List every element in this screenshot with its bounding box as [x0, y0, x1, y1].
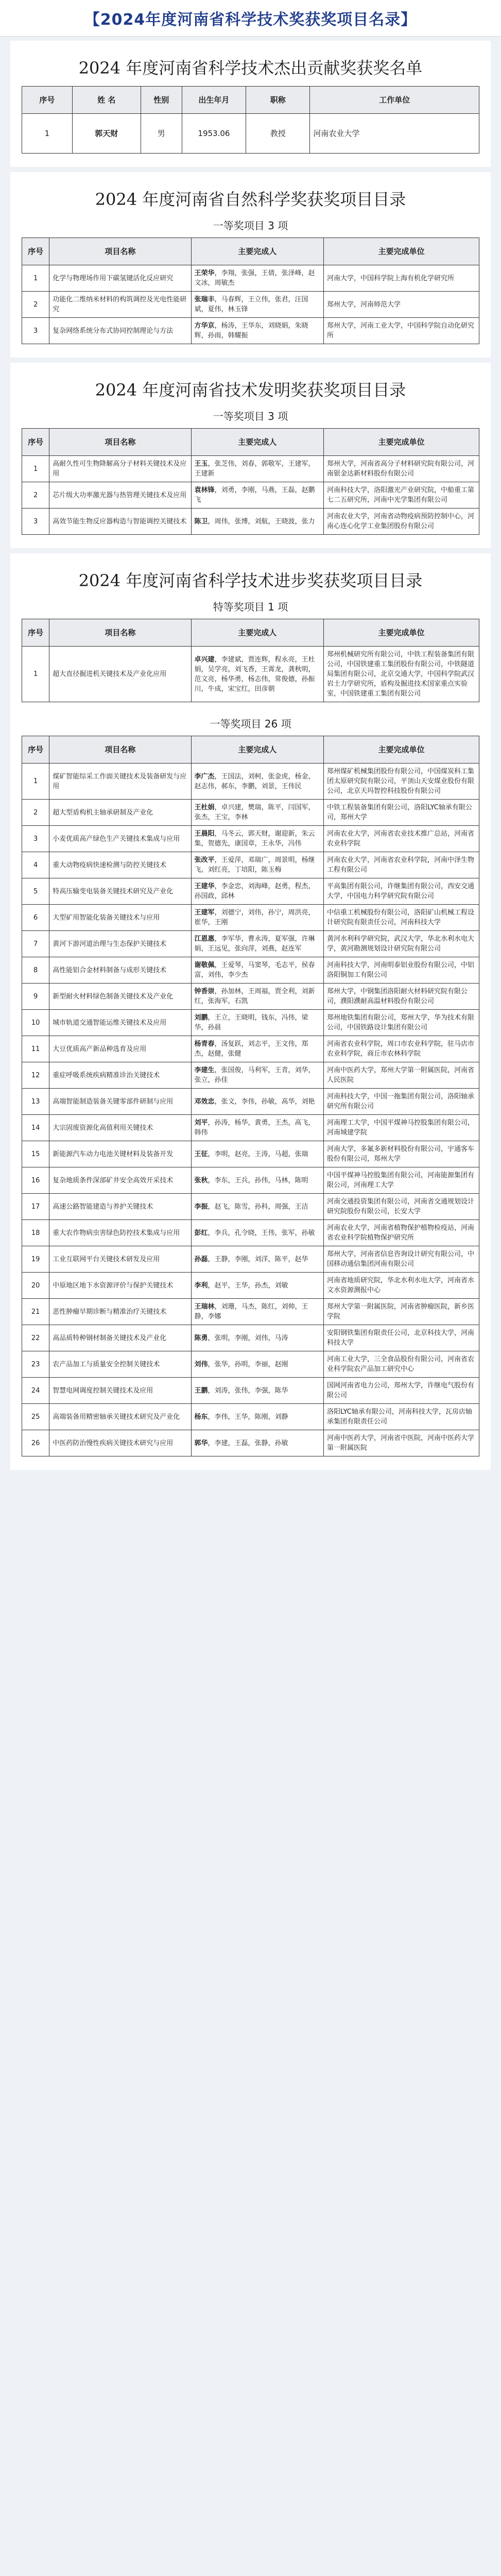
other-people: ，张华，孙明，李丽，赵刚: [208, 1360, 288, 1368]
cell-units: 河南大学，多氟多新材料股份有限公司，宇通客车股份有限公司，郑州大学: [324, 1141, 479, 1167]
lead-person: 孙磊: [194, 1255, 208, 1263]
cell-no: 11: [22, 1036, 49, 1062]
lead-person: 方华京: [194, 322, 215, 330]
header-units: 主要完成单位: [324, 429, 479, 456]
cell-units: 河南中医药大学，郑州大学第一附属医院，河南省人民医院: [324, 1062, 479, 1089]
outstanding-table: [22, 86, 479, 154]
table-row: [22, 1299, 479, 1325]
header-people: 主要完成人: [191, 736, 324, 764]
cell-project-name: 高耐久性可生物降解高分子材料关键技术及应用: [49, 456, 191, 482]
header-unit: 工作单位: [310, 87, 479, 114]
other-people: ，刘勇，李刚，马燕，王磊，赵鹏飞: [194, 486, 315, 504]
cell-no: 23: [22, 1351, 49, 1378]
cell-no: 5: [22, 878, 49, 905]
lead-person: 王晨阳: [194, 830, 215, 838]
table-row: [22, 1141, 479, 1167]
lead-person: 陈卫: [194, 517, 208, 526]
other-people: ，李兵，孔令晓，王伟，张军，孙敏: [208, 1229, 315, 1237]
lead-person: 江恩惠: [194, 935, 215, 943]
cell-project-name: 重大动物疫病快速检测与防控关键技术: [49, 852, 191, 878]
header-name: 姓 名: [72, 87, 141, 114]
cell-no: 16: [22, 1167, 49, 1194]
header-units: 主要完成单位: [324, 238, 479, 265]
cell-people: [191, 1167, 324, 1194]
lead-person: 刘平: [194, 1119, 208, 1127]
cell-people: [191, 456, 324, 482]
header-no: 序号: [22, 238, 49, 265]
cell-people: [191, 1115, 324, 1141]
cell-people: [191, 1036, 324, 1062]
other-people: ，刘德宁，刘伟，孙宁，周洪亮，崔华，王刚: [194, 909, 315, 926]
lead-person: 张改平: [194, 856, 215, 864]
table-row: [22, 852, 479, 878]
cell-no: 2: [22, 292, 49, 318]
lead-person: 王鹏: [194, 1386, 208, 1395]
table-row: [22, 292, 479, 318]
cell-people: [191, 931, 324, 957]
cell-no: 1: [22, 764, 49, 800]
other-people: ，李伟，王华，陈刚，刘静: [208, 1413, 288, 1421]
cell-project-name: 中医药防治慢性疾病关键技术研究与应用: [49, 1430, 191, 1456]
cell-no: 21: [22, 1299, 49, 1325]
cell-units: 中信重工机械股份有限公司，洛阳矿山机械工程设计研究院有限责任公司，河南科技大学: [324, 905, 479, 931]
cell-no: 2: [22, 800, 49, 826]
cell-no: 8: [22, 957, 49, 984]
natural-title: 2024 年度河南省自然科学奖获奖项目目录: [95, 190, 406, 209]
cell-no: 1: [22, 114, 73, 154]
table-row: [22, 1378, 479, 1404]
cell-units: 河南大学，中国科学院上海有机化学研究所: [324, 265, 479, 292]
cell-people: [191, 265, 324, 292]
cell-project-name: 高速公路智能建造与养护关键技术: [49, 1194, 191, 1220]
other-people: ，王爱萍，邓瑞广，周景明，杨继飞，刘红亮，丁培阳，陈玉梅: [194, 856, 315, 874]
progress-first-table-body: [22, 764, 479, 1456]
table-row: [22, 1220, 479, 1246]
header-no: 序号: [22, 619, 49, 647]
cell-people: [191, 1062, 324, 1089]
header-units: 主要完成单位: [324, 736, 479, 764]
cell-no: 22: [22, 1325, 49, 1351]
cell-no: 4: [22, 852, 49, 878]
cell-project-name: 大豆优质高产新品种选育及应用: [49, 1036, 191, 1062]
natural-section: [10, 172, 491, 358]
cell-units: 河南交通投资集团有限公司，河南省交通规划设计研究院股份有限公司，长安大学: [324, 1194, 479, 1220]
other-people: ，赵平，王华，孙杰，刘敏: [208, 1281, 288, 1290]
lead-person: 陈勇: [194, 1334, 208, 1342]
other-people: ，王静，李刚，刘洋，陈平，赵华: [208, 1255, 308, 1263]
other-people: ，马冬云，郭天财，谢迎新，朱云集，贺德先，康国章，王永华，冯伟: [194, 830, 315, 848]
cell-project-name: 新型耐火材料绿色制备关键技术及产业化: [49, 984, 191, 1010]
cell-units: 河南工业大学，三全食品股份有限公司，河南省农业科学院农产品加工研究中心: [324, 1351, 479, 1378]
table-row: [22, 1167, 479, 1194]
cell-units: 国网河南省电力公司，郑州大学，许继电气股份有限公司: [324, 1378, 479, 1404]
cell-birth: 1953.06: [182, 114, 246, 154]
table-row: [22, 1273, 479, 1299]
lead-person: 刘伟: [194, 1360, 208, 1368]
cell-project-name: 恶性肿瘤早期诊断与精准治疗关键技术: [49, 1299, 191, 1325]
cell-project-name: 高端装备用精密轴承关键技术研究及产业化: [49, 1404, 191, 1430]
table-row: [22, 482, 479, 509]
cell-people: [191, 1430, 324, 1456]
header-people: 主要完成人: [191, 238, 324, 265]
cell-people: [191, 878, 324, 905]
cell-project-name: 特高压输变电装备关键技术研究及产业化: [49, 878, 191, 905]
cell-project-name: 化学与物理场作用下碳氢键活化反应研究: [49, 265, 191, 292]
cell-people: [191, 509, 324, 535]
cell-units: 安阳钢铁集团有限责任公司，北京科技大学，河南科技大学: [324, 1325, 479, 1351]
invention-grade: 一等奖项目 3 项: [213, 410, 288, 422]
header-project: 项目名称: [49, 238, 191, 265]
other-people: ，刘涛，张伟，李强，陈华: [208, 1386, 288, 1395]
cell-no: 13: [22, 1089, 49, 1115]
cell-project-name: 智慧电网调度控制关键技术及应用: [49, 1378, 191, 1404]
cell-units: 河南省地质研究院，华北水利水电大学，河南省水文水资源测报中心: [324, 1273, 479, 1299]
cell-no: 15: [22, 1141, 49, 1167]
other-people: ，李东，王兵，孙伟，马林，陈明: [208, 1176, 308, 1184]
table-row: [22, 826, 479, 852]
table-row: [22, 957, 479, 984]
invention-header-row: [22, 429, 479, 456]
cell-project-name: 重大农作物病虫害绿色防控技术集成与应用: [49, 1220, 191, 1246]
lead-person: 彭红: [194, 1229, 208, 1237]
cell-project-name: 高品质特种钢材制备关键技术及产业化: [49, 1325, 191, 1351]
header-project: 项目名称: [49, 736, 191, 764]
lead-person: 郭华: [194, 1439, 208, 1447]
cell-people: [191, 647, 324, 702]
header-people: 主要完成人: [191, 429, 324, 456]
lead-person: 王荣华: [194, 269, 215, 277]
cell-people: [191, 764, 324, 800]
table-row: [22, 1062, 479, 1089]
other-people: ，刘珊，马杰，陈红，刘帅，王静，李娜: [194, 1303, 308, 1320]
other-people: ，卓兴建，樊瑞，陈平，闫国军，张杰，王宝，李林: [194, 804, 315, 821]
cell-units: 河南农业大学，河南省动物疫病预防控制中心，河南心连心化学工业集团股份有限公司: [324, 509, 479, 535]
cell-no: 1: [22, 456, 49, 482]
invention-title: 2024 年度河南省技术发明奖获奖项目目录: [95, 380, 406, 400]
other-people: ，王爱琴，马窦琴，毛志平，侯春富，刘伟，李少杰: [194, 961, 315, 979]
cell-units: 河南科技大学，河南明泰铝业股份有限公司，中铝洛阳铜加工有限公司: [324, 957, 479, 984]
header-title: 职称: [246, 87, 310, 114]
cell-people: [191, 957, 324, 984]
header-no: 序号: [22, 429, 49, 456]
lead-person: 王建军: [194, 909, 215, 917]
other-people: ，李建斌，贾连辉，程永亮，王杜娟，吴学亮，刘飞香，王霄龙，龚秋明，范文亮，杨华勇，杨志伟，常俊德，孙振川，牛成，宋宝红，田彦朝: [194, 655, 315, 693]
page-banner: [0, 0, 501, 37]
table-row: [22, 1351, 479, 1378]
lead-person: 王玉: [194, 460, 208, 468]
cell-units: 平高集团有限公司，许继集团有限公司，西安交通大学，中国电力科学研究院有限公司: [324, 878, 479, 905]
cell-units: 河南理工大学，中国平煤神马控股集团有限公司，河南城建学院: [324, 1115, 479, 1141]
table-row: [22, 265, 479, 292]
cell-people: [191, 800, 324, 826]
cell-title: 教授: [246, 114, 310, 154]
cell-units: 河南农业大学，河南省农业技术推广总站，河南省农业科学院: [324, 826, 479, 852]
other-people: ，赵飞，陈雪，孙科，周强，王洁: [208, 1202, 308, 1211]
table-row: [22, 1115, 479, 1141]
cell-people: [191, 482, 324, 509]
cell-no: 6: [22, 905, 49, 931]
cell-project-name: 农产品加工与质量安全控制关键技术: [49, 1351, 191, 1378]
cell-units: 河南科技大学，中国一拖集团有限公司，洛阳轴承研究所有限公司: [324, 1089, 479, 1115]
other-people: ，孙加林，王周福，贾全利，刘新红，张海军，石凯: [194, 988, 315, 1005]
cell-project-name: 高效节能生物反应器构造与智能调控关键技术: [49, 509, 191, 535]
other-people: ，李军华，曹永涛，夏军强，许琳娟，王远见，张向萍，刘燕，赵连军: [194, 935, 315, 953]
cell-project-name: 高端智能制造装备关键零部件研制与应用: [49, 1089, 191, 1115]
cell-no: 18: [22, 1220, 49, 1246]
header-no: 序号: [22, 736, 49, 764]
cell-people: [191, 1246, 324, 1273]
cell-people: [191, 1404, 324, 1430]
header-project: 项目名称: [49, 619, 191, 647]
cell-project-name: 大宗固废资源化高值利用关键技术: [49, 1115, 191, 1141]
cell-people: [191, 292, 324, 318]
cell-project-name: 煤矿智能综采工作面关键技术及装备研发与应用: [49, 764, 191, 800]
cell-project-name: 小麦优质高产绿色生产关键技术集成与应用: [49, 826, 191, 852]
header-units: 主要完成单位: [324, 619, 479, 647]
lead-person: 刘鹏: [194, 1014, 208, 1022]
cell-units: 河南农业大学，河南省农业科学院，河南中泽生物工程有限公司: [324, 852, 479, 878]
cell-people: [191, 984, 324, 1010]
cell-units: 郑州大学，河南工业大学，中国科学院自动化研究所: [324, 318, 479, 344]
cell-units: 河南中医药大学，河南省中医院，河南中医药大学第一附属医院: [324, 1430, 479, 1456]
cell-no: 1: [22, 265, 49, 292]
cell-project-name: 超大直径掘进机关键技术及产业化应用: [49, 647, 191, 702]
other-people: ，李翔，张强，王倩，张泽峰，赵文冰，周敏杰: [194, 269, 315, 287]
table-row: [22, 647, 479, 702]
header-gender: 性别: [141, 87, 182, 114]
outstanding-section: [10, 41, 491, 167]
header-no: 序号: [22, 87, 73, 114]
outstanding-header-row: [22, 87, 479, 114]
invention-table: [22, 428, 479, 535]
lead-person: 李振: [194, 1202, 208, 1211]
other-people: ，李建，王磊，张静，孙敏: [208, 1439, 288, 1447]
table-row: [22, 878, 479, 905]
cell-no: 3: [22, 318, 49, 344]
table-row: [22, 984, 479, 1010]
cell-no: 24: [22, 1378, 49, 1404]
other-people: ，周伟，张博，刘航，王晓波，张力: [208, 517, 315, 526]
other-people: ，张国俊，马利军，王青，刘华，张立，孙佳: [194, 1066, 315, 1084]
cell-people: [191, 1220, 324, 1246]
other-people: ，张文，李伟，孙敏，高华，刘艳: [214, 1097, 315, 1106]
header-people: 主要完成人: [191, 619, 324, 647]
other-people: ，汤复跃，刘志平，王文伟，郑杰，赵健，张健: [194, 1040, 308, 1058]
progress-title: 2024 年度河南省科学技术进步奖获奖项目目录: [78, 571, 423, 590]
table-row: [22, 905, 479, 931]
cell-people: [191, 1378, 324, 1404]
table-row: [22, 1036, 479, 1062]
other-people: ，张芝伟，刘春，郭敬军，王建军，王建新: [194, 460, 315, 478]
progress-special-grade: 特等奖项目 1 项: [213, 601, 288, 613]
natural-grade: 一等奖项目 3 项: [213, 219, 288, 232]
progress-special-table: [22, 619, 479, 702]
cell-people: [191, 1273, 324, 1299]
cell-name: 郭天财: [72, 114, 141, 154]
cell-project-name: 城市轨道交通智能运维关键技术及应用: [49, 1010, 191, 1036]
cell-project-name: 重症呼吸系统疾病精准诊治关键技术: [49, 1062, 191, 1089]
cell-no: 2: [22, 482, 49, 509]
progress-special-table-body: [22, 647, 479, 702]
cell-people: [191, 905, 324, 931]
cell-project-name: 超大型盾构机主轴承研制及产业化: [49, 800, 191, 826]
table-row: [22, 1194, 479, 1220]
banner-title: 【2024年度河南省科学技术奖获奖项目名录】: [84, 11, 417, 29]
cell-people: [191, 1351, 324, 1378]
cell-units: 河南农业大学，河南省植物保护植物检疫站，河南省农业科学院植物保护研究所: [324, 1220, 479, 1246]
lead-person: 王征: [194, 1150, 208, 1158]
table-row: [22, 1404, 479, 1430]
cell-units: 郑州大学，河南省信息咨询设计研究有限公司，中国移动通信集团河南有限公司: [324, 1246, 479, 1273]
cell-people: [191, 318, 324, 344]
cell-units: 郑州大学第一附属医院，河南省肿瘤医院，新乡医学院: [324, 1299, 479, 1325]
cell-project-name: 黄河下游河道治理与生态保护关键技术: [49, 931, 191, 957]
lead-person: 杨青春: [194, 1040, 215, 1048]
progress-section: [10, 553, 491, 1470]
other-people: ，张明，李刚，刘伟，马涛: [208, 1334, 288, 1342]
cell-units: 中国平煤神马控股集团有限公司，河南能源集团有限公司，河南理工大学: [324, 1167, 479, 1194]
cell-no: 9: [22, 984, 49, 1010]
lead-person: 袁林锋: [194, 486, 215, 494]
lead-person: 卓兴建: [194, 655, 215, 664]
cell-no: 20: [22, 1273, 49, 1299]
table-row: [22, 764, 479, 800]
cell-people: [191, 1010, 324, 1036]
other-people: ，王立，王晓明，钱东，冯伟，梁华，孙晨: [194, 1014, 308, 1031]
cell-people: [191, 1325, 324, 1351]
cell-units: 洛阳LYC轴承有限公司，河南科技大学，瓦房店轴承集团有限责任公司: [324, 1404, 479, 1430]
cell-people: [191, 852, 324, 878]
cell-units: 郑州机械研究所有限公司，中铁工程装备集团有限公司，中国铁建重工集团股份有限公司，中铁隧道局集团有限公司，北京交通大学，中国科学院武汉岩土力学研究所，盾构及掘进技术国家重点实验室，中国铁建重工集团有限公司: [324, 647, 479, 702]
other-people: ，马春辉，王立伟，张君，汪国斌，夏伟，林玉锋: [194, 296, 308, 313]
cell-no: 25: [22, 1404, 49, 1430]
cell-units: 黄河水利科学研究院，武汉大学，华北水利水电大学，黄河勘测规划设计研究院有限公司: [324, 931, 479, 957]
cell-project-name: 大型矿用智能化装备关键技术与应用: [49, 905, 191, 931]
cell-no: 10: [22, 1010, 49, 1036]
progress-first-grade: 一等奖项目 26 项: [210, 718, 291, 730]
cell-no: 19: [22, 1246, 49, 1273]
cell-no: 1: [22, 647, 49, 702]
cell-gender: 男: [141, 114, 182, 154]
cell-people: [191, 1299, 324, 1325]
cell-units: 河南科技大学，洛阳激光产业研究院，中船重工第七二五研究所，河南中光学集团有限公司: [324, 482, 479, 509]
cell-project-name: 工业互联网平台关键技术研发及应用: [49, 1246, 191, 1273]
other-people: ，孙涛，杨华，黄勇，王杰，高飞，韩伟: [194, 1119, 315, 1137]
progress-first-table: [22, 736, 479, 1456]
natural-table: [22, 238, 479, 344]
table-row: [22, 1246, 479, 1273]
cell-project-name: 功能化二维纳米材料的构筑调控及光电性能研究: [49, 292, 191, 318]
cell-project-name: 复杂网络系统分布式协同控制理论与方法: [49, 318, 191, 344]
header-birth: 出生年月: [182, 87, 246, 114]
cell-no: 14: [22, 1115, 49, 1141]
outstanding-title: 2024 年度河南省科学技术杰出贡献奖获奖名单: [78, 58, 423, 78]
lead-person: 李利: [194, 1281, 208, 1290]
table-row: [22, 318, 479, 344]
lead-person: 王杜娟: [194, 804, 215, 811]
progress-special-header-row: [22, 619, 479, 647]
cell-people: [191, 1141, 324, 1167]
cell-units: 郑州大学，河南省高分子材料研究院有限公司，河南银金达新材料股份有限公司: [324, 456, 479, 482]
lead-person: 王建华: [194, 883, 215, 890]
lead-person: 李建生: [194, 1066, 215, 1074]
lead-person: 杨东: [194, 1413, 208, 1421]
cell-units: 中铁工程装备集团有限公司，洛阳LYC轴承有限公司，郑州大学: [324, 800, 479, 826]
cell-no: 17: [22, 1194, 49, 1220]
natural-table-body: [22, 265, 479, 344]
table-row: [22, 1089, 479, 1115]
lead-person: 李广杰: [194, 772, 215, 781]
cell-people: [191, 1194, 324, 1220]
table-row: [22, 509, 479, 535]
cell-units: 郑州煤矿机械集团股份有限公司，中国煤炭科工集团太原研究院有限公司，平顶山天安煤业股份有限公司，北京天玛智控科技股份有限公司: [324, 764, 479, 800]
lead-person: 钟香崇: [194, 988, 215, 995]
lead-person: 王瑞林: [194, 1303, 215, 1311]
table-row: [22, 1325, 479, 1351]
cell-units: 河南省农业科学院，周口市农业科学院，驻马店市农业科学院，商丘市农林科学院: [324, 1036, 479, 1062]
progress-first-header-row: [22, 736, 479, 764]
cell-project-name: 高性能铝合金材料制备与成形关键技术: [49, 957, 191, 984]
lead-person: 谢敬佩: [194, 961, 215, 969]
table-row: [22, 1010, 479, 1036]
cell-project-name: 复杂地质条件深部矿井安全高效开采技术: [49, 1167, 191, 1194]
table-row: [22, 456, 479, 482]
cell-units: 郑州大学，河南师范大学: [324, 292, 479, 318]
cell-unit: 河南农业大学: [310, 114, 479, 154]
lead-person: 张瑞丰: [194, 296, 215, 303]
cell-project-name: 中原地区地下水资源评价与保护关键技术: [49, 1273, 191, 1299]
cell-units: 郑州大学，中钢集团洛阳耐火材料研究院有限公司，濮阳濮耐高温材料股份有限公司: [324, 984, 479, 1010]
cell-project-name: 芯片级大功率激光器与热管理关键技术及应用: [49, 482, 191, 509]
lead-person: 邓效忠: [194, 1097, 215, 1106]
cell-no: 3: [22, 509, 49, 535]
cell-people: [191, 826, 324, 852]
table-row: [22, 114, 479, 154]
lead-person: 张秋: [194, 1176, 208, 1184]
invention-section: [10, 363, 491, 548]
header-project: 项目名称: [49, 429, 191, 456]
cell-project-name: 新能源汽车动力电池关键材料及装备开发: [49, 1141, 191, 1167]
cell-units: 郑州地铁集团有限公司，郑州大学，华为技术有限公司，中国铁路设计集团有限公司: [324, 1010, 479, 1036]
cell-no: 26: [22, 1430, 49, 1456]
invention-table-body: [22, 456, 479, 535]
natural-header-row: [22, 238, 479, 265]
cell-no: 3: [22, 826, 49, 852]
other-people: ，李金忠，刘海峰，赵勇，程杰，孙国政，邱林: [194, 883, 315, 900]
other-people: ，王国法，刘柯，张金虎，杨金，赵志伟，郝东，李鹏，刘景，王伟民: [194, 772, 315, 790]
other-people: ，杨涛，王华东，刘晓娟，朱晓辉，孙雨，韩耀振: [194, 322, 308, 340]
table-row: [22, 931, 479, 957]
cell-no: 12: [22, 1062, 49, 1089]
table-row: [22, 800, 479, 826]
cell-people: [191, 1089, 324, 1115]
table-row: [22, 1430, 479, 1456]
cell-no: 7: [22, 931, 49, 957]
other-people: ，李明，赵亮，王涛，马超，张瑞: [208, 1150, 308, 1158]
